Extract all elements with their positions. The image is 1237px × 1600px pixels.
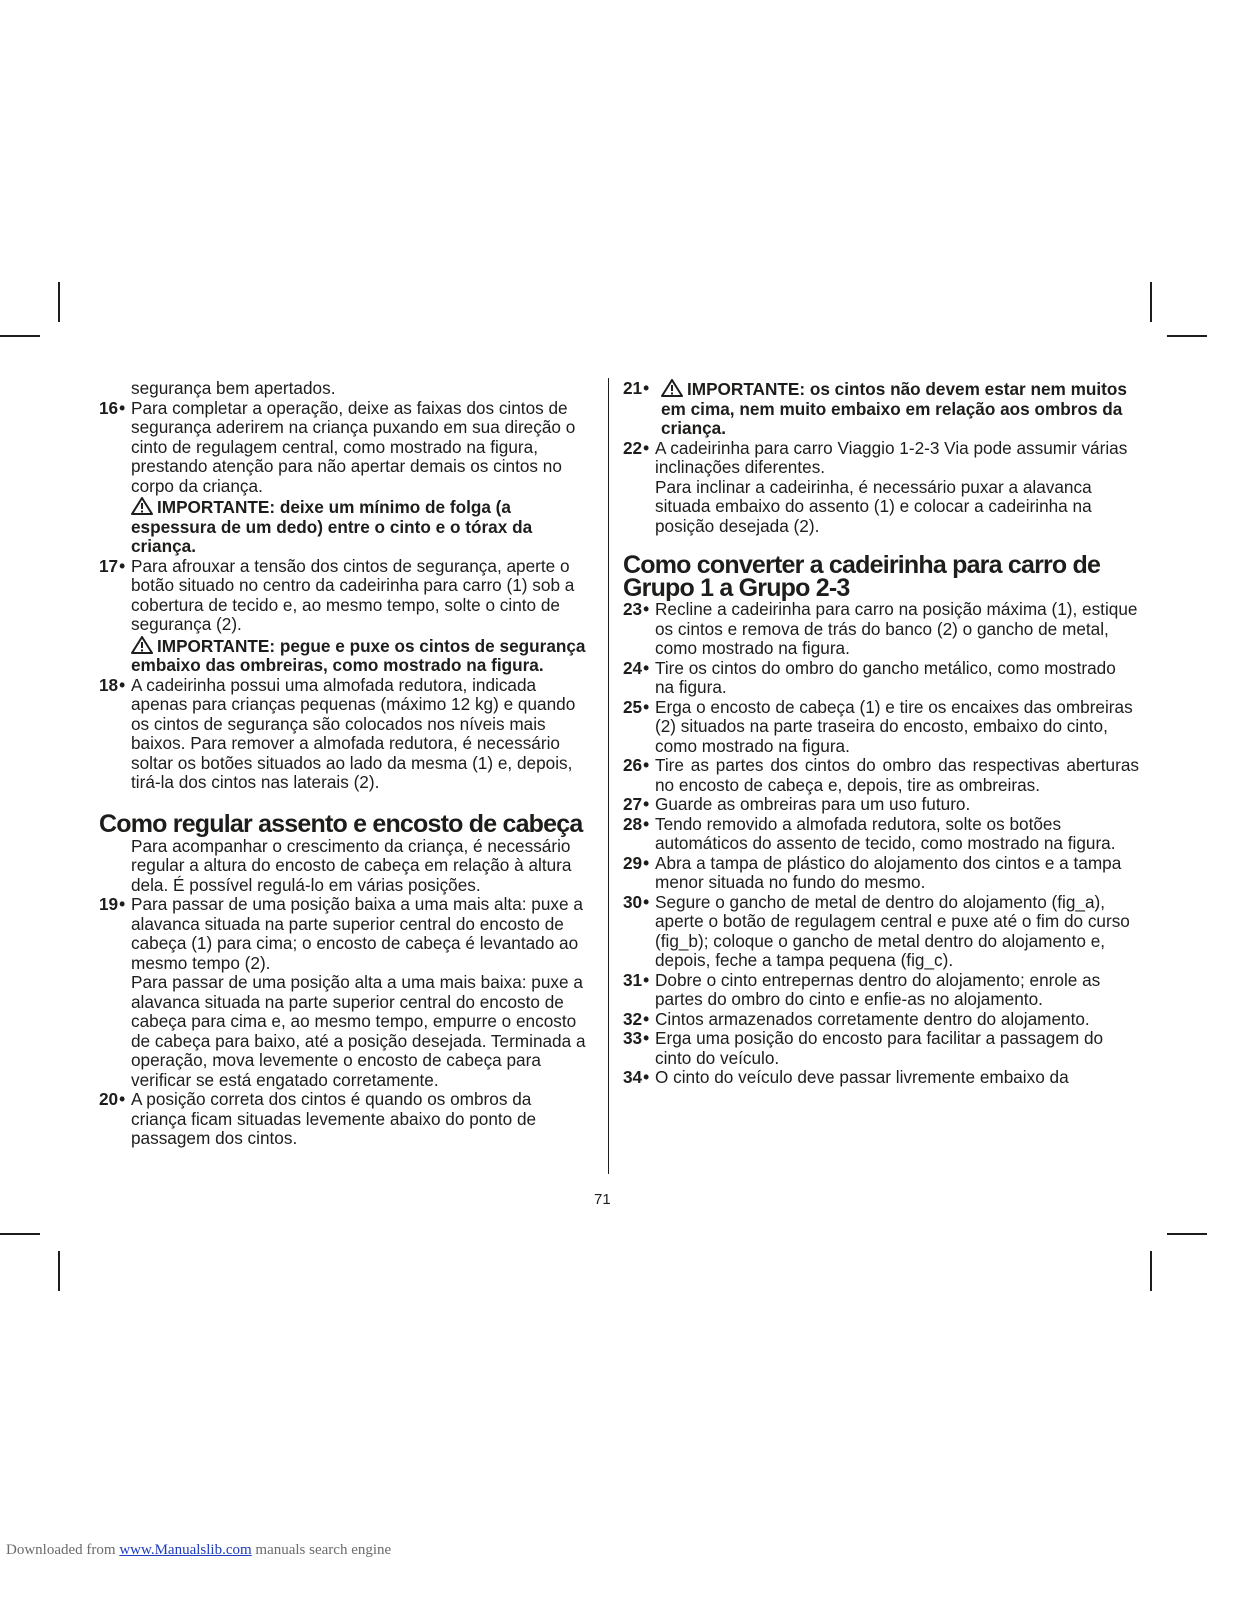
crop-mark	[0, 1233, 40, 1235]
warning-triangle-icon	[661, 379, 683, 397]
crop-mark	[58, 282, 60, 322]
item-text: Segure o gancho de metal de dentro do alojamento (fig_a), aperte o botão de regulagem central e puxe até o fim do curso (fig_b); coloque o gancho de metal dentro do alojamento e, depois, feche a tampa pequena (fig_c).	[655, 891, 1130, 970]
item-number: 32 •	[623, 1010, 649, 1030]
item-text: Para afrouxar a tensão dos cintos de segurança, aperte o botão situado no centro da cadeirinha para carro (1) sob a cobertura de tecido e, ao mesmo tempo, solte o cinto de segurança (2).	[131, 555, 575, 634]
warning-triangle-icon	[131, 636, 153, 654]
item-number: 21 •	[623, 379, 649, 399]
list-item-33	[623, 1029, 1139, 1068]
item-number: 33 •	[623, 1029, 649, 1049]
section-intro: Para acompanhar o crescimento da criança, é necessário regular a altura do encosto de cabeça em relação à altura dela. É possível regulá-lo em várias posições.	[131, 835, 572, 895]
crop-mark	[58, 1251, 60, 1291]
manualslib-link[interactable]: www.Manualslib.com	[119, 1542, 252, 1558]
list-item-28	[623, 815, 1139, 854]
list-item-26	[623, 756, 1139, 795]
column-divider	[608, 378, 609, 1174]
right-column	[623, 379, 1139, 1088]
left-column	[99, 379, 587, 1149]
list-item-19	[99, 895, 587, 1090]
item-number: 17 •	[99, 557, 125, 577]
item-text: Tendo removido a almofada redutora, solte os botões automáticos do assento de tecido, como mostrado na figura.	[655, 813, 1116, 853]
item-text: Dobre o cinto entrepernas dentro do alojamento; enrole as partes do ombro do cinto e enfie-as no alojamento.	[655, 969, 1101, 1009]
list-item-32	[623, 1010, 1139, 1030]
footer-suffix: manuals search engine	[251, 1542, 392, 1558]
list-item-24	[623, 659, 1139, 698]
item-text: Para inclinar a cadeirinha, é necessário puxar a alavanca situada embaixo do assento (1) e colocar a cadeirinha na posição desejada (2).	[655, 476, 1092, 536]
warning-text: IMPORTANTE: os cintos não devem estar nem muitos em cima, nem muito embaixo em relação aos ombros da criança.	[661, 379, 1127, 438]
item-text: Para passar de uma posição alta a uma mais baixa: puxe a alavanca situada na parte superior central do encosto de cabeça para cima e, ao mesmo tempo, empurre o encosto de cabeça para baixo, até a posição desejada. Terminada a operação, mova levemente o encosto de cabeça para verificar se está engatado corretamente.	[131, 972, 586, 1090]
list-item-21	[623, 379, 1139, 439]
item-text: Recline a cadeirinha para carro na posição máxima (1), estique os cintos e remova de trás do banco (2) o gancho de metal, como mostrado na figura.	[655, 599, 1138, 658]
item-number: 24 •	[623, 659, 649, 679]
item-number: 34 •	[623, 1068, 649, 1088]
item-text: A cadeirinha para carro Viaggio 1-2-3 Via pode assumir várias inclinações diferentes.	[655, 437, 1128, 477]
list-item-30	[623, 893, 1139, 971]
item-number: 26 •	[623, 756, 649, 776]
warning-text: IMPORTANTE: deixe um mínimo de folga (a espessura de um dedo) entre o cinto e o tórax da criança.	[131, 497, 533, 556]
item-number: 25 •	[623, 698, 649, 718]
item-text: Para completar a operação, deixe as faixas dos cintos de segurança aderirem na criança puxando em sua direção o cinto de regulagem central, como mostrado na figura, prestando atenção para não apertar demais os cintos no corpo da criança.	[131, 397, 576, 496]
list-item-20	[99, 1090, 587, 1149]
item-text: A posição correta dos cintos é quando os ombros da criança ficam situadas levemente abaixo do ponto de passagem dos cintos.	[131, 1089, 537, 1148]
list-item-34	[623, 1068, 1139, 1088]
item-number: 19 •	[99, 895, 125, 915]
section-heading: Como regular assento e encosto de cabeça	[99, 809, 583, 838]
item-text: A cadeirinha possui uma almofada redutora, indicada apenas para crianças pequenas (máximo 12 kg) e quando os cintos de segurança são colocados nos níveis mais baixos. Para remover a almofada redutora, é necessário soltar os botões situados ao lado da mesma (1) e, depois, tirá-la dos cintos nas laterais (2).	[131, 674, 576, 792]
item-number: 18 •	[99, 676, 125, 696]
item-text: Guarde as ombreiras para um uso futuro.	[655, 794, 971, 814]
crop-mark	[1167, 335, 1207, 337]
list-item-16	[99, 399, 587, 557]
warning-note	[655, 379, 1139, 439]
item-text: Cintos armazenados corretamente dentro do alojamento.	[655, 1008, 1090, 1029]
crop-mark	[1150, 282, 1152, 322]
item-number: 20 •	[99, 1090, 125, 1110]
item-number: 27 •	[623, 795, 649, 815]
list-item-17	[99, 557, 587, 676]
list-item-27	[623, 795, 1139, 815]
footer-prefix: Downloaded from	[6, 1542, 120, 1558]
item-number: 31 •	[623, 971, 649, 991]
crop-mark	[1167, 1233, 1207, 1235]
warning-note	[131, 636, 587, 676]
list-item-29	[623, 854, 1139, 893]
item-text: Erga uma posição do encosto para facilitar a passagem do cinto do veículo.	[655, 1028, 1104, 1068]
item-text: Tire as partes dos cintos do ombro das respectivas aberturas no encosto de cabeça e, depois, tire as ombreiras.	[655, 755, 1139, 795]
page-number: 71	[594, 1191, 611, 1208]
crop-mark	[0, 335, 40, 337]
list-item-25	[623, 698, 1139, 757]
section-heading: Como converter a cadeirinha para carro de Grupo 1 a Grupo 2-3	[623, 551, 1101, 602]
item-number: 16 •	[99, 399, 125, 419]
warning-triangle-icon	[131, 497, 153, 515]
item-number: 30 •	[623, 893, 649, 913]
crop-mark	[1150, 1251, 1152, 1291]
warning-note	[131, 497, 587, 557]
list-item-18	[99, 676, 587, 793]
item-text: Para passar de uma posição baixa a uma mais alta: puxe a alavanca situada na parte superior central do encosto de cabeça (1) para cima; o encosto de cabeça é levantado ao mesmo tempo (2).	[131, 894, 583, 973]
download-footer	[6, 1542, 391, 1559]
item-text: Erga o encosto de cabeça (1) e tire os encaixes das ombreiras (2) situados na parte traseira do encosto, embaixo do cinto, como mostrado na figura.	[655, 696, 1133, 756]
item-text: Tire os cintos do ombro do gancho metálico, como mostrado na figura.	[655, 657, 1116, 697]
item-text: O cinto do veículo deve passar livremente embaixo da	[655, 1067, 1069, 1087]
item-number: 22 •	[623, 439, 649, 459]
item-number: 23 •	[623, 600, 649, 620]
list-item-31	[623, 971, 1139, 1010]
list-item-22	[623, 439, 1139, 537]
item-number: 28 •	[623, 815, 649, 835]
item-text: Abra a tampa de plástico do alojamento dos cintos e a tampa menor situada no fundo do mesmo.	[655, 852, 1122, 892]
warning-text: IMPORTANTE: pegue e puxe os cintos de segurança embaixo das ombreiras, como mostrado na figura.	[131, 635, 586, 675]
continued-text: segurança bem apertados.	[131, 378, 336, 398]
item-number: 29 •	[623, 854, 649, 874]
list-item-23	[623, 600, 1139, 659]
